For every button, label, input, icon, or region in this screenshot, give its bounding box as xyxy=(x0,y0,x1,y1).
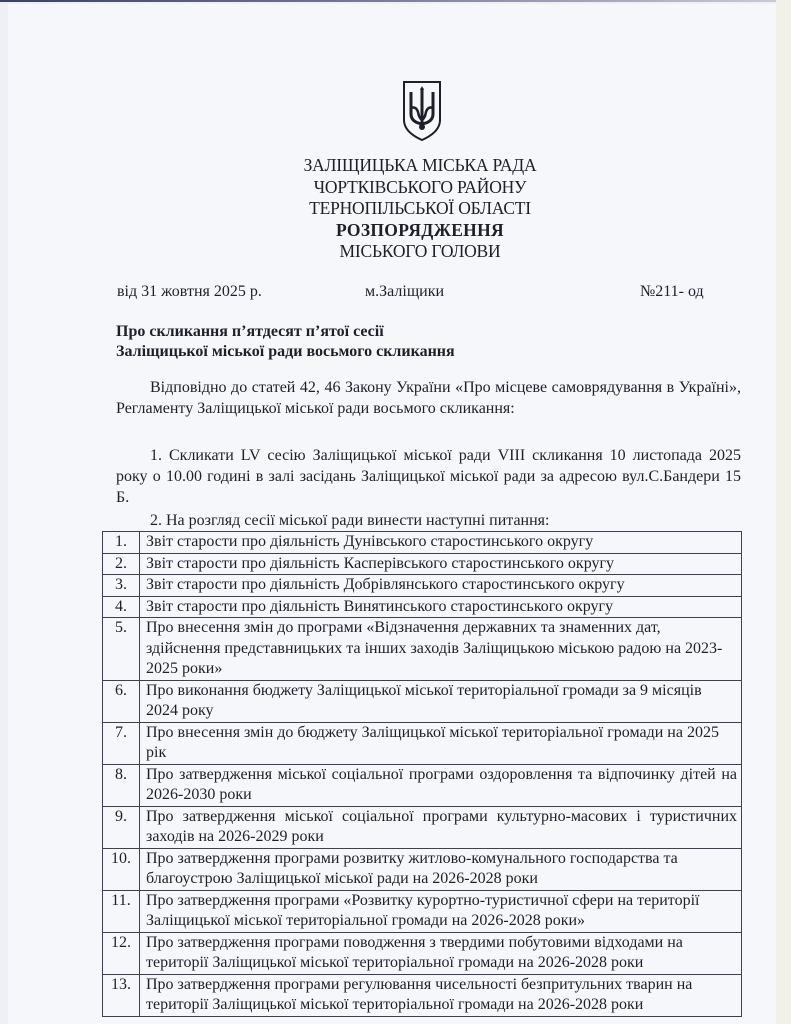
item-1-paragraph xyxy=(116,445,741,508)
document-place: м.Заліщики xyxy=(365,283,445,300)
document-title xyxy=(116,322,455,362)
row-text: Про затвердження програми поводження з твердими побутовими відходами на території Заліщицької міської територіальної громади на 2026-2028 роки xyxy=(140,932,742,974)
table-row xyxy=(103,596,742,618)
table-row xyxy=(103,575,742,597)
table-row xyxy=(103,764,742,806)
row-number: 10. xyxy=(103,848,140,890)
table-row xyxy=(103,532,742,554)
table-row xyxy=(103,618,742,681)
item-1-text: 1. Скликати LV сесію Заліщицької міської ради VIII скликання 10 листопада 2025 року о 10.00 годині в залі засідань Заліщицької міської ради за адресою вул.С.Бандери 15 Б. xyxy=(116,447,741,506)
item-2-paragraph: 2. На розгляд сесії міської ради винести наступні питання: xyxy=(150,512,550,529)
row-text: Про затвердження програми розвитку житлово-комунального господарства та благоустрою Заліщицької міської ради на 2026-2028 роки xyxy=(140,848,742,890)
row-text: Звіт старости про діяльність Касперівського старостинського округу xyxy=(140,553,742,575)
table-row xyxy=(103,806,742,848)
table-row xyxy=(103,553,742,575)
row-text: Звіт старости про діяльність Винятинського старостинського округу xyxy=(140,596,742,618)
table-row xyxy=(103,848,742,890)
document-type: РОЗПОРЯДЖЕННЯ xyxy=(336,219,504,240)
row-text: Про виконання бюджету Заліщицької міської територіальної громади за 9 місяців 2024 року xyxy=(140,680,742,722)
district-name: ЧОРТКІВСЬКОГО РАЙОНУ xyxy=(313,176,527,197)
row-text: Звіт старости про діяльність Дунівського старостинського округу xyxy=(140,532,742,554)
table-row xyxy=(103,722,742,764)
document-header xyxy=(220,155,620,263)
row-number: 6. xyxy=(103,680,140,722)
document-date: від 31 жовтня 2025 р. xyxy=(117,283,262,300)
row-text: Про внесення змін до програми «Відзначення державних та знаменних дат, здійснення представницьких та інших заходів Заліщицькою міською радою на 2023-2025 роки» xyxy=(140,618,742,681)
scan-margin xyxy=(776,0,791,1024)
title-line-2: Заліщицької міської ради восьмого скликання xyxy=(116,343,455,360)
row-text: Про затвердження програми «Розвитку курортно-туристичної сфери на території Заліщицької міської територіальної громади на 2026-2028 роки» xyxy=(140,890,742,932)
row-number: 4. xyxy=(103,596,140,618)
row-number: 7. xyxy=(103,722,140,764)
agenda-table xyxy=(102,531,742,1017)
trident-coat-of-arms-icon xyxy=(402,80,442,142)
council-name: ЗАЛІЩИЦЬКА МІСЬКА РАДА xyxy=(303,155,537,175)
row-number: 5. xyxy=(103,618,140,681)
region-name: ТЕРНОПІЛЬСЬКОЇ ОБЛАСТІ xyxy=(309,198,531,218)
scan-edge xyxy=(0,0,791,2)
preamble-paragraph xyxy=(116,377,741,419)
row-number: 12. xyxy=(103,932,140,974)
row-text: Звіт старости про діяльність Добрівлянського старостинського округу xyxy=(140,575,742,597)
preamble-text: Відповідно до статей 42, 46 Закону України «Про місцеве самоврядування в Україні», Регламенту Заліщицької міської ради восьмого скликання: xyxy=(116,379,741,417)
row-number: 3. xyxy=(103,575,140,597)
row-number: 9. xyxy=(103,806,140,848)
table-row xyxy=(103,680,742,722)
row-number: 13. xyxy=(103,974,140,1016)
row-number: 1. xyxy=(103,532,140,554)
row-number: 11. xyxy=(103,890,140,932)
row-text: Про затвердження міської соціальної програми оздоровлення та відпочинку дітей на 2026-2030 роки xyxy=(140,764,742,806)
document-number: №211- од xyxy=(640,283,704,300)
table-row xyxy=(103,932,742,974)
issuer: МІСЬКОГО ГОЛОВИ xyxy=(339,241,501,261)
table-row xyxy=(103,890,742,932)
table-row xyxy=(103,974,742,1016)
row-text: Про затвердження програми регулювання чисельності безпритульних тварин на території Заліщицької міської територіальної громади на 2026-2028 роки xyxy=(140,974,742,1016)
row-number: 2. xyxy=(103,553,140,575)
row-text: Про внесення змін до бюджету Заліщицької міської територіальної громади на 2025 рік xyxy=(140,722,742,764)
row-number: 8. xyxy=(103,764,140,806)
title-line-1: Про скликання п’ятдесят п’ятої сесії xyxy=(116,323,384,340)
row-text: Про затвердження міської соціальної програми культурно-масових і туристичних заходів на 2026-2029 роки xyxy=(140,806,742,848)
